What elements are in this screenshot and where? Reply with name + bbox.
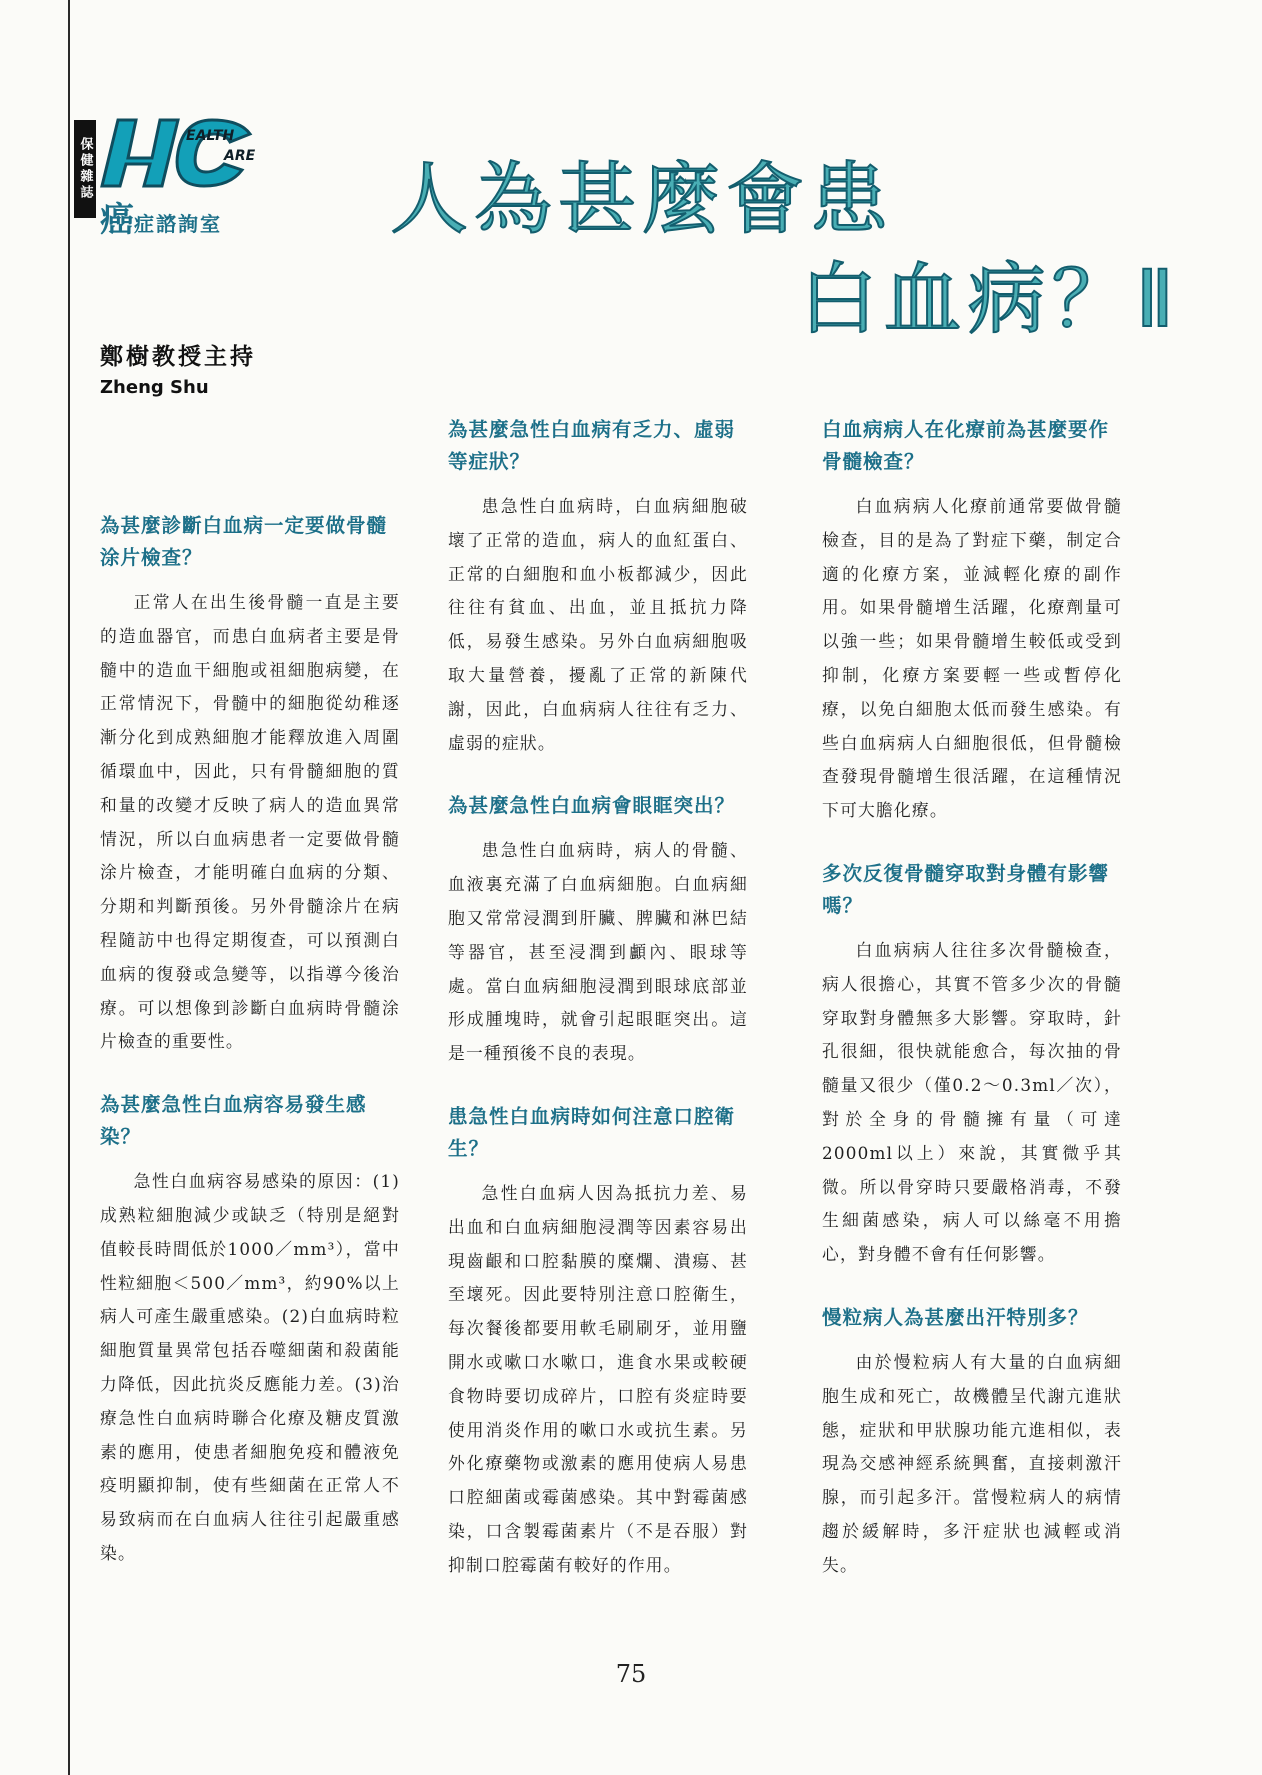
section-body: 由於慢粒病人有大量的白血病細胞生成和死亡，故機體呈代謝亢進狀態，症狀和甲狀腺功能亢進相似，表現為交感神經系統興奮，直接刺激汗腺，而引起多汗。當慢粒病人的病情趨於緩解時，多汗症狀也減輕或消失。 — [822, 1351, 1122, 1575]
page-margin-rule — [68, 0, 70, 1775]
section-heading: 為甚麼急性白血病有乏力、虛弱等症狀？ — [448, 418, 736, 473]
section-body: 白血病病人化療前通常要做骨髓檢查，目的是為了對症下藥，制定合適的化療方案，並減輕化療的副作用。如果骨髓增生活躍，化療劑量可以強一些；如果骨髓增生較低或受到抑制，化療方案要輕一些或暫停化療，以免白細胞太低而發生感染。有些白血病病人白細胞很低，但骨髓檢查發現骨髓增生很活躍，在這種情況下可大膽化療。 — [822, 496, 1122, 821]
section-heading: 多次反復骨髓穿取對身體有影響嗎？ — [822, 861, 1110, 917]
section-heading: 白血病病人在化療前為甚麼要作骨髓檢查？ — [822, 418, 1110, 473]
section-body: 患急性白血病時，白血病細胞破壞了正常的造血，病人的血紅蛋白、正常的白細胞和血小板都減少，因此往往有貧血、出血，並且抵抗力降低，易發生感染。另外白血病細胞吸取大量營養，擾亂了正常的新陳代謝，因此，白血病病人往往有乏力、虛弱的症狀。 — [448, 496, 748, 753]
healthcare-logo — [100, 112, 265, 192]
section-heading: 慢粒病人為甚麼出汗特別多？ — [822, 1305, 1089, 1329]
section-body: 白血病病人往往多次骨髓檢查，病人很擔心，其實不管多少次的骨髓穿取對身體無多大影響。穿取時，針孔很細，很快就能愈合，每次抽的骨髓量又很少（僅0.2～0.3ml／次），對於全身的骨髓擁有量（可達2000ml以上）來說，其實微乎其微。所以骨穿時只要嚴格消毒，不發生細菌感染，病人可以絲毫不用擔心，對身體不會有任何影響。 — [822, 939, 1122, 1265]
section-heading: 為甚麼急性白血病容易發生感染？ — [100, 1093, 367, 1149]
column-name-big: 癌 — [100, 200, 134, 240]
section-body: 急性白血病人因為抵抗力差、易出血和白血病細胞浸潤等因素容易出現齒齦和口腔黏膜的糜爛、潰瘍、甚至壞死。因此要特別注意口腔衛生，每次餐後都要用軟毛刷刷牙，並用鹽開水或嗽口水嗽口，進食水果或較硬食物時要切成碎片，口腔有炎症時要使用消炎作用的嗽口水或抗生素。另外化療藥物或激素的應用使病人易患口腔細菌或霉菌感染。其中對霉菌感染，口含製霉菌素片（不是吞服）對抑制口腔霉菌有較好的作用。 — [448, 1182, 748, 1575]
logo-small-lower: ARE — [224, 148, 256, 164]
author-name-zh: 鄭樹教授主持 — [100, 344, 256, 370]
page-number: 75 — [615, 1660, 647, 1688]
section-body: 患急性白血病時，病人的骨髓、血液裏充滿了白血病細胞。白血病細胞又常常浸潤到肝臟、脾臟和淋巴結等器官，甚至浸潤到顱內、眼球等處。當白血病細胞浸潤到眼球底部並形成腫塊時，就會引起眼眶突出。這是一種預後不良的表現。 — [448, 840, 748, 1064]
logo-small-upper: EALTH — [186, 128, 235, 144]
article-title-line1: 人為甚麼會患 — [390, 155, 895, 245]
article-column-2 — [448, 414, 748, 1613]
article-column-3 — [822, 414, 1122, 1613]
author-name-en: Zheng Shu — [100, 377, 209, 398]
column-name — [100, 192, 222, 241]
section-heading: 為甚麼急性白血病會眼眶突出？ — [448, 794, 736, 818]
article-column-1 — [100, 510, 400, 1601]
section-heading: 為甚麼診斷白血病一定要做骨髓涂片檢查？ — [100, 514, 388, 569]
column-name-small: 症諮詢室 — [134, 212, 222, 236]
section-heading: 患急性白血病時如何注意口腔衛生？ — [448, 1104, 736, 1160]
article-title — [390, 150, 1180, 350]
author-block — [100, 338, 256, 398]
section-body: 急性白血病容易感染的原因：(1)成熟粒細胞減少或缺乏（特別是絕對值較長時間低於1000／mm³），當中性粒細胞＜500／mm³，約90%以上病人可產生嚴重感染。(2)白血病時粒細胞質量異常包括吞噬細菌和殺菌能力降低，因此抗炎反應能力差。(3)治療急性白血病時聯合化療及糖皮質激素的應用，使患者細胞免疫和體液免疫明顯抑制，使有些細菌在正常人不易致病而在白血病人往往引起嚴重感染。 — [100, 1171, 400, 1563]
section-body: 正常人在出生後骨髓一直是主要的造血器官，而患白血病者主要是骨髓中的造血干細胞或祖細胞病變，在正常情況下，骨髓中的細胞從幼稚逐漸分化到成熟細胞才能釋放進入周圍循環血中，因此，只有骨髓細胞的質和量的改變才反映了病人的造血異常情況，所以白血病患者一定要做骨髓涂片檢查，才能明確白血病的分類、分期和判斷預後。另外骨髓涂片在病程隨訪中也得定期復查，可以預測白血病的復發或急變等，以指導今後治療。可以想像到診斷白血病時骨髓涂片檢查的重要性。 — [100, 592, 400, 1052]
magazine-name-tab: 保健雜誌 — [74, 120, 96, 218]
article-title-line2: 白血病？Ⅱ — [799, 255, 1180, 345]
